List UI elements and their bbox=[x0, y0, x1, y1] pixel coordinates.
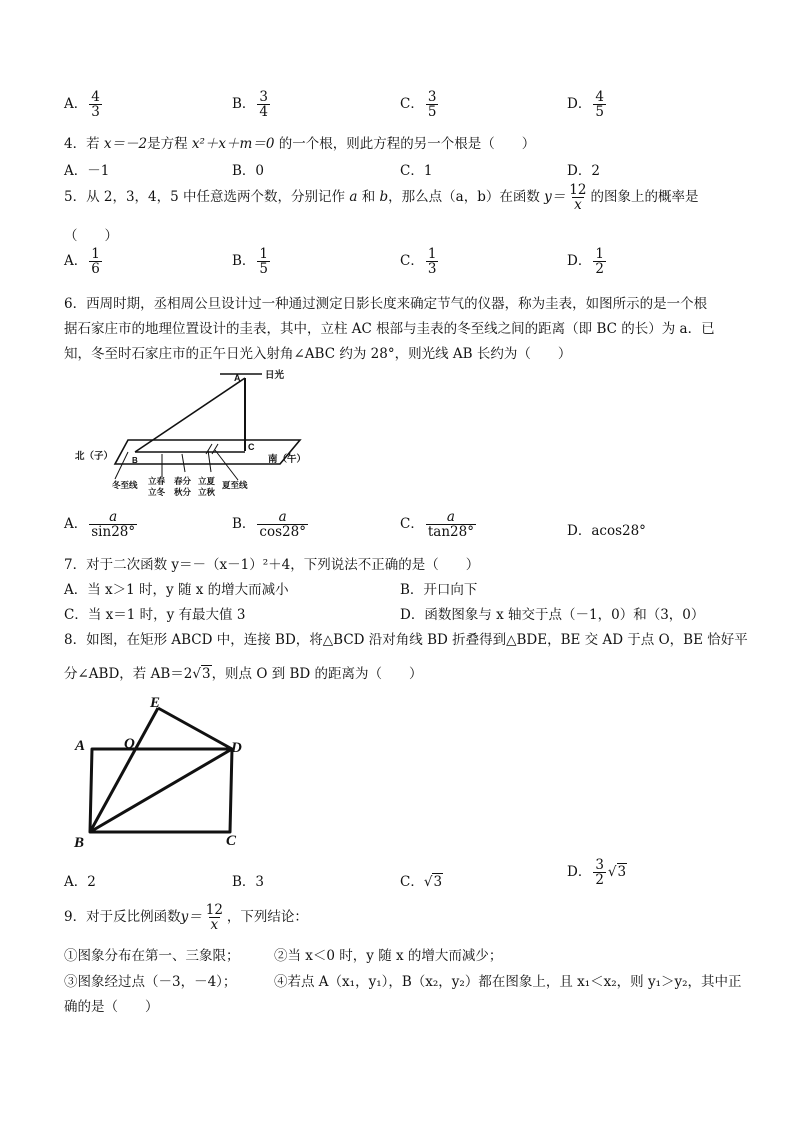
q5-option-b: B． $\frac{1}{5}$ bbox=[232, 246, 269, 278]
q6-option-b: B． $\frac{a}{\cos 28^\circ}$ bbox=[232, 509, 306, 541]
q4-stem: 4．若 x＝－2是方程 x²＋x＋m＝0 的一个根，则此方程的另一个根是（ ） bbox=[64, 136, 536, 152]
q9-statement-5: 确的是（ ） bbox=[64, 999, 159, 1015]
q5-option-c: C． $\frac{1}{3}$ bbox=[400, 246, 437, 278]
label-lidong: 立冬 bbox=[148, 487, 166, 497]
gnomon-figure bbox=[70, 364, 330, 504]
sunlight-ab bbox=[135, 378, 245, 452]
q5-option-d: D． $\frac{1}{2}$ bbox=[567, 246, 604, 278]
q6-line2: 据石家庄市的地理位置设计的圭表，其中，立柱 AC 根部与圭表的冬至线之间的距离（即 BC 的长）为 a．已 bbox=[64, 321, 715, 337]
q4-option-c: C．1 bbox=[400, 163, 433, 179]
label-b: B bbox=[132, 456, 138, 465]
winter-line-pointer bbox=[115, 452, 128, 479]
label-c: C bbox=[226, 833, 237, 849]
label-lixia: 立夏 bbox=[198, 476, 216, 486]
q3-option-c: C． $\frac{3}{5}$ bbox=[400, 89, 437, 121]
q3-option-d: D． $\frac{4}{5}$ bbox=[567, 89, 604, 121]
q4-option-d: D．2 bbox=[567, 163, 600, 179]
label-winter-solstice: 冬至线 bbox=[112, 480, 138, 490]
label-summer-solstice: 夏至线 bbox=[222, 480, 248, 490]
q6-line1: 6．西周时期，丞相周公旦设计过一种通过测定日影长度来确定节气的仪器，称为圭表，如图所示的是一个根 bbox=[64, 296, 708, 312]
q4-option-a: A．－1 bbox=[64, 163, 110, 179]
q5-stem: 5．从 2，3，4，5 中任意选两个数，分别记作 a 和 b，那么点（a，b）在函数 y＝ $\frac{12}{x}$ 的图象上的概率是 bbox=[64, 182, 699, 214]
label-north: 北（子） bbox=[75, 451, 114, 462]
q3-option-b: B． $\frac{3}{4}$ bbox=[232, 89, 269, 121]
q8-option-c: C．√3 bbox=[400, 874, 443, 890]
q8-line2: 分∠ABD，若 AB＝2√3，则点 O 到 BD 的距离为（ ） bbox=[64, 666, 423, 682]
q9-statement-3: ③图象经过点（－3，－4）； bbox=[64, 974, 237, 990]
q5-paren: （ ） bbox=[64, 228, 118, 244]
q9-statement-4: ④若点 A（x₁，y₁），B（x₂，y₂）都在图象上，且 x₁＜x₂，则 y₁＞y₂，其中正 bbox=[274, 974, 742, 990]
q6-line3: 知，冬至时石家庄市的正午日光入射角∠ABC 约为 28°，则光线 AB 长约为（ ） bbox=[64, 346, 572, 362]
q8-option-d: D． $\frac{3}{2}$ √3 bbox=[567, 857, 627, 889]
q7-stem: 7．对于二次函数 y＝－（x－1）²＋4，下列说法不正确的是（ ） bbox=[64, 557, 480, 573]
pointer-summer bbox=[215, 450, 238, 480]
label-b: B bbox=[74, 835, 85, 851]
q7-option-a: A．当 x＞1 时，y 随 x 的增大而减小 bbox=[64, 582, 289, 598]
label-a: A bbox=[234, 373, 241, 383]
q5-option-a: A． $\frac{1}{6}$ bbox=[64, 246, 100, 278]
label-o: O bbox=[124, 736, 135, 752]
q7-option-c: C．当 x＝1 时，y 有最大值 3 bbox=[64, 607, 246, 623]
pointer-chunfen bbox=[182, 454, 185, 472]
q6-option-a: A． $\frac{a}{\sin 28^\circ}$ bbox=[64, 509, 136, 541]
label-e: E bbox=[150, 695, 161, 711]
q4-option-b: B．0 bbox=[232, 163, 265, 179]
q3-option-a: A． $\frac{4}{3}$ bbox=[64, 89, 100, 121]
q8-option-b: B．3 bbox=[232, 874, 265, 890]
q7-option-b: B．开口向下 bbox=[400, 582, 478, 598]
label-d: D bbox=[231, 740, 242, 756]
q9-statement-1: ①图象分布在第一、三象限； bbox=[64, 948, 240, 964]
q8-line1: 8．如图，在矩形 ABCD 中，连接 BD，将△BCD 沿对角线 BD 折叠得到△BDE，BE 交 AD 于点 O，BE 恰好平 bbox=[64, 632, 748, 648]
q7-option-d: D．函数图象与 x 轴交于点（－1，0）和（3，0） bbox=[400, 607, 705, 623]
label-south: 南（午） bbox=[268, 454, 307, 465]
label-c: C bbox=[248, 442, 255, 452]
label-chunfen: 春分 bbox=[174, 476, 192, 486]
pointer-lixia bbox=[208, 450, 211, 472]
label-a: A bbox=[75, 738, 86, 754]
q9-stem: 9．对于反比例函数y＝ $\frac{12}{x}$ ，下列结论： bbox=[64, 902, 308, 934]
q8-option-a: A．2 bbox=[64, 874, 96, 890]
label-liqiu: 立秋 bbox=[198, 487, 216, 497]
rectangle-figure bbox=[70, 692, 260, 852]
q6-option-d: D．acos28° bbox=[567, 523, 646, 539]
label-qiufen: 秋分 bbox=[174, 487, 192, 497]
segment-ed bbox=[158, 708, 232, 749]
q6-option-c: C． $\frac{a}{\tan 28^\circ}$ bbox=[400, 509, 474, 541]
q9-statement-2: ②当 x＜0 时，y 随 x 的增大而减少； bbox=[274, 948, 503, 964]
label-sunlight: 日光 bbox=[265, 370, 285, 381]
label-lichun: 立春 bbox=[148, 476, 166, 486]
